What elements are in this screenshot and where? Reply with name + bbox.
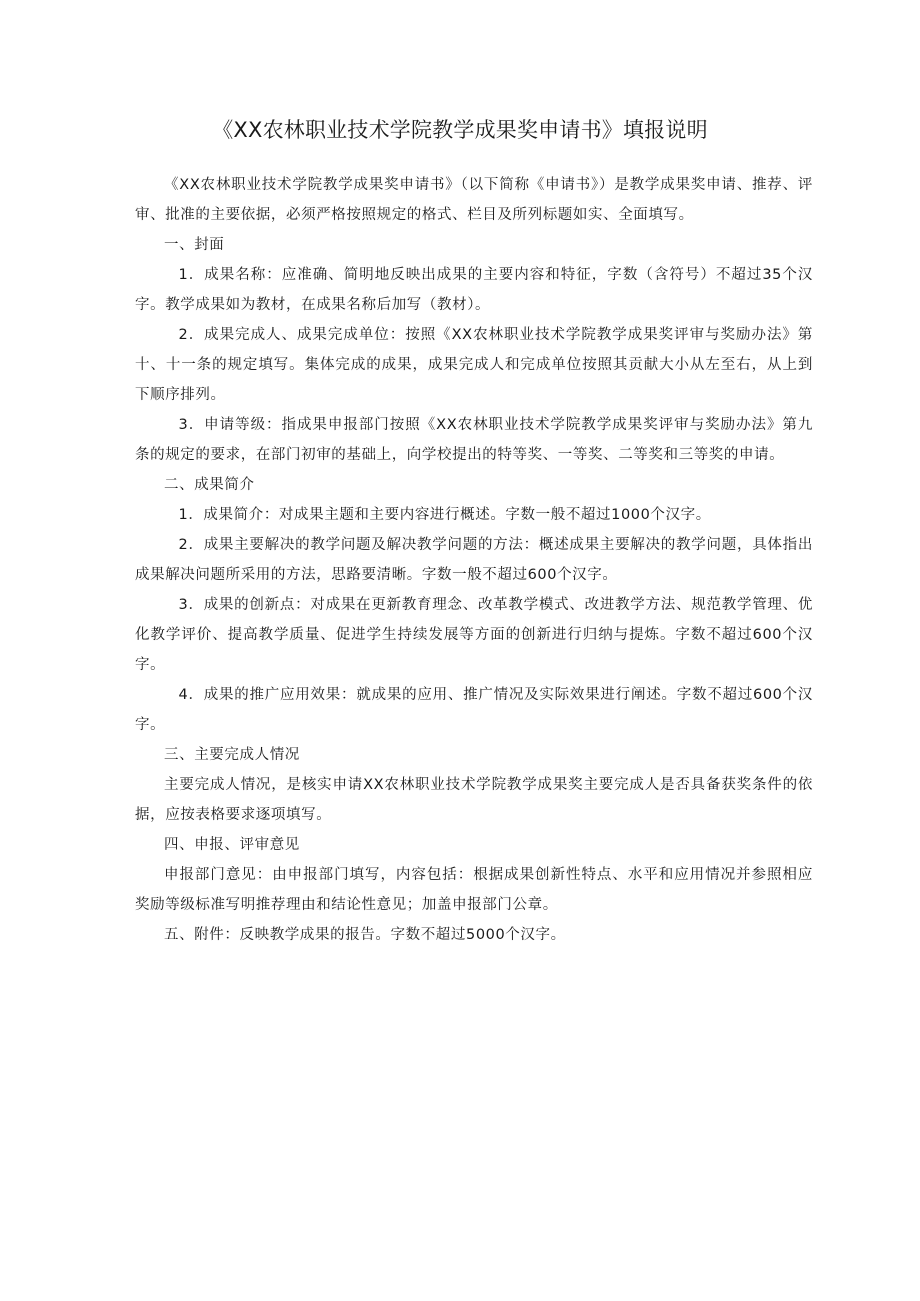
- intro-paragraph: 《XX农林职业技术学院教学成果奖申请书》（以下简称《申请书》）是教学成果奖申请、推荐、评审、批准的主要依据，必须严格按照规定的格式、栏目及所列标题如实、全面填写。: [135, 177, 813, 223]
- document-title: 《XX农林职业技术学院教学成果奖申请书》填报说明: [212, 118, 708, 142]
- section-heading-summary: 二、成果简介: [164, 477, 255, 493]
- cover-item-completers: 2．成果完成人、成果完成单位：按照《XX农林职业技术学院教学成果奖评审与奖励办法》第十、十一条的规定填写。集体完成的成果，成果完成人和完成单位按照其贡献大小从左至右，从上到下顺序排列。: [135, 327, 813, 403]
- opinions-paragraph: 申报部门意见：由申报部门填写，内容包括：根据成果创新性特点、水平和应用情况并参照相应奖励等级标准写明推荐理由和结论性意见；加盖申报部门公章。: [135, 867, 813, 913]
- summary-item-application: 4．成果的推广应用效果：就成果的应用、推广情况及实际效果进行阐述。字数不超过600个汉字。: [135, 687, 813, 733]
- completers-paragraph: 主要完成人情况，是核实申请XX农林职业技术学院教学成果奖主要完成人是否具备获奖条件的依据，应按表格要求逐项填写。: [135, 777, 813, 823]
- summary-item-innovation: 3．成果的创新点：对成果在更新教育理念、改革教学模式、改进教学方法、规范教学管理、优化教学评价、提高教学质量、促进学生持续发展等方面的创新进行归纳与提炼。字数不超过600个汉字。: [135, 597, 813, 673]
- section-heading-attachment: 五、附件：反映教学成果的报告。字数不超过5000个汉字。: [164, 927, 566, 943]
- document-body: [135, 170, 813, 950]
- cover-item-level: 3．申请等级：指成果申报部门按照《XX农林职业技术学院教学成果奖评审与奖励办法》第九条的规定的要求，在部门初审的基础上，向学校提出的特等奖、一等奖、二等奖和三等奖的申请。: [135, 417, 813, 463]
- section-heading-completers: 三、主要完成人情况: [164, 747, 300, 763]
- section-heading-cover: 一、封面: [164, 237, 225, 253]
- summary-item-overview: 1．成果简介：对成果主题和主要内容进行概述。字数一般不超过1000个汉字。: [178, 507, 711, 523]
- section-heading-opinions: 四、申报、评审意见: [164, 837, 300, 853]
- cover-item-name: 1．成果名称：应准确、简明地反映出成果的主要内容和特征，字数（含符号）不超过35个汉字。教学成果如为教材，在成果名称后加写（教材）。: [135, 267, 813, 313]
- summary-item-problems: 2．成果主要解决的教学问题及解决教学问题的方法：概述成果主要解决的教学问题，具体指出成果解决问题所采用的方法，思路要清晰。字数一般不超过600个汉字。: [135, 537, 813, 583]
